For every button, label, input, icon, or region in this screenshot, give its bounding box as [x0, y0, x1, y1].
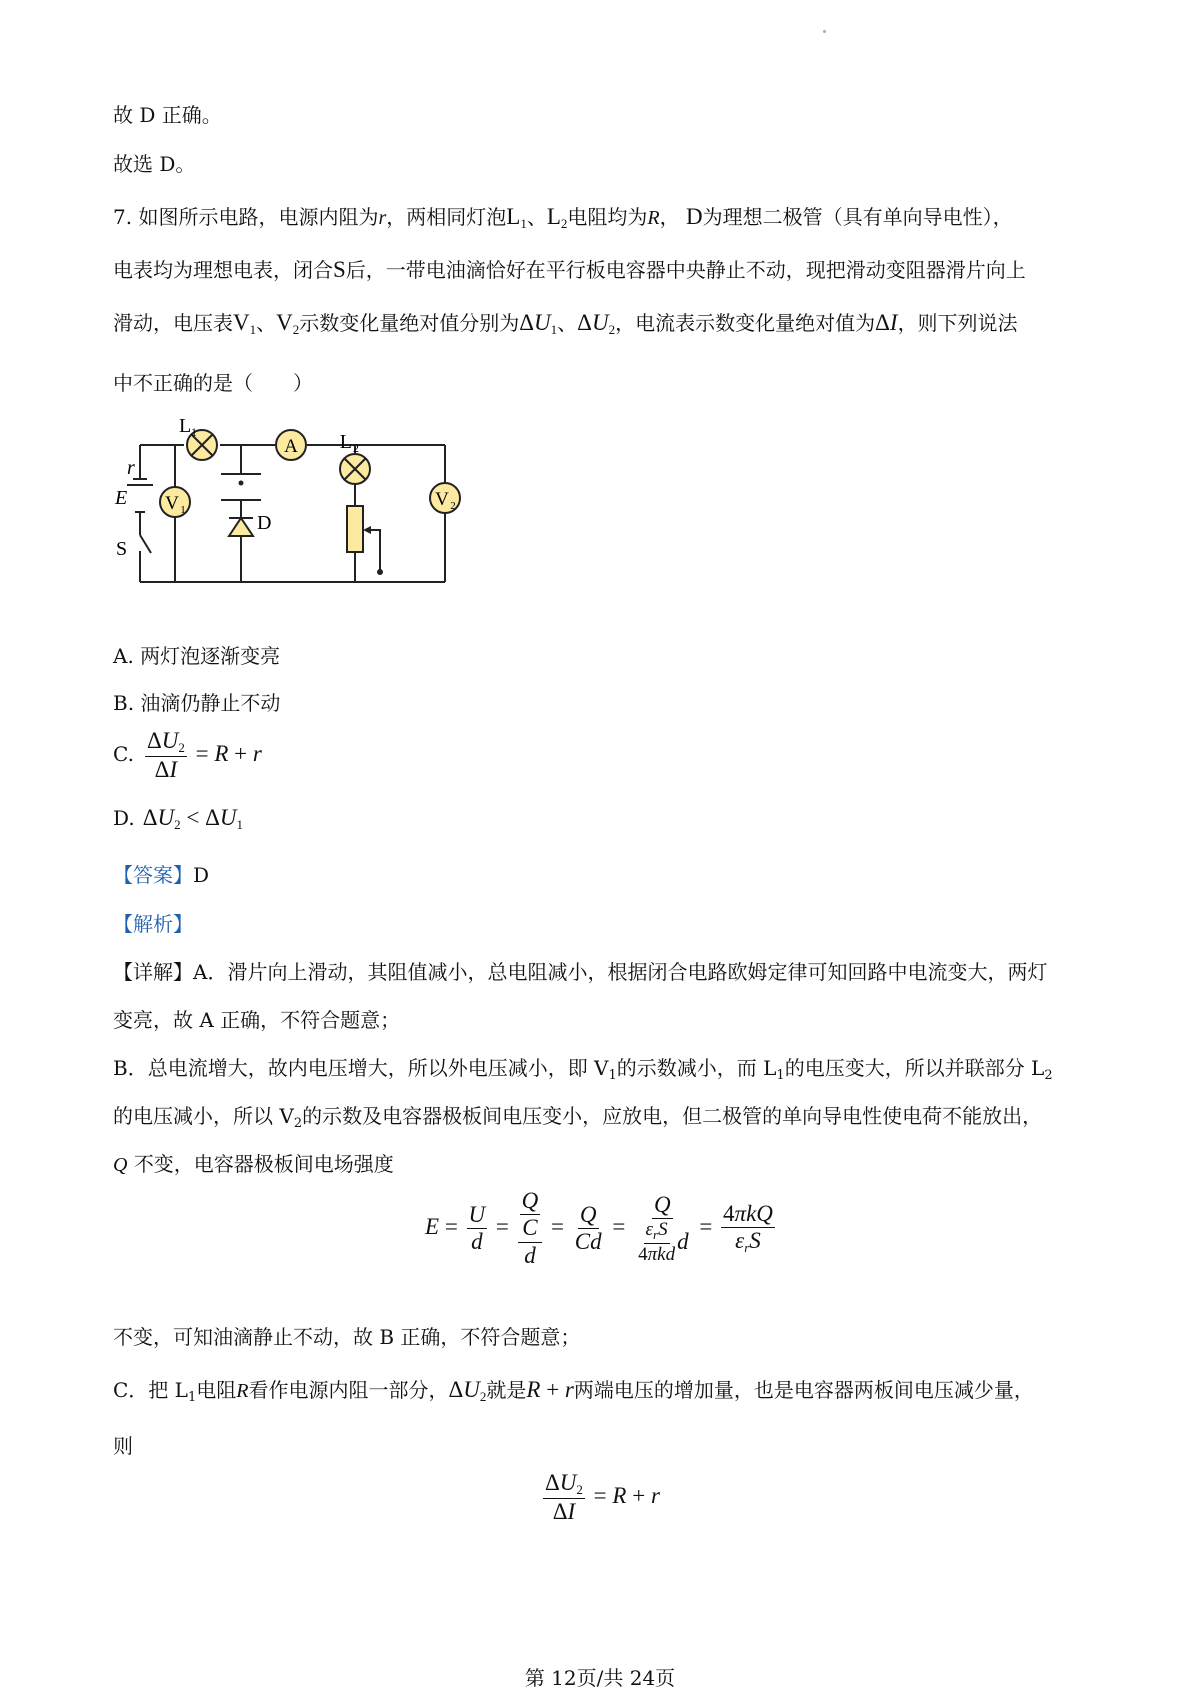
- detail-b-line-1: B．总电流增大，故内电压增大，所以外电压减小，即 $V_1$的示数减小，而 $L_1$的电压变大，所以并联部分 $L_2$: [113, 1056, 1053, 1083]
- sym-dU1: $\Delta U_1$: [519, 310, 558, 337]
- sym-r: r: [378, 207, 387, 229]
- v2-label: V: [435, 489, 449, 510]
- scan-dot: [823, 30, 826, 33]
- l1-label: L: [179, 415, 192, 437]
- question-7-line-2: [113, 255, 1026, 285]
- sym-dU2: $\Delta U_2$: [577, 310, 616, 337]
- d-label: D: [257, 512, 272, 534]
- q7-text-c: 电阻均为: [567, 205, 648, 229]
- text-line-choose-d: 故选 D。: [113, 152, 196, 176]
- q7-line3-c: ，电流表示数变化量绝对值为: [615, 311, 876, 335]
- question-7-line-1: 7. 如图所示电路，电源内阻为r，两相同灯泡$L_1$、$L_2$电阻均为R， D为理想二极管（具有单向导电性），: [113, 204, 1013, 231]
- question-7-line-4: 中不正确的是（ ）: [113, 371, 313, 395]
- sym-L1: $L_1$: [506, 204, 527, 231]
- option-c: [113, 728, 262, 783]
- detail-b-line-3: Q 不变，电容器极板间电场强度: [113, 1152, 394, 1176]
- text-line-d-correct: 故 D 正确。: [113, 103, 222, 127]
- rheostat-icon: [347, 506, 363, 552]
- ammeter-label: A: [284, 436, 298, 457]
- circuit-diagram: [105, 412, 465, 632]
- answer-line: [113, 860, 209, 890]
- detail-b-line-4: 不变，可知油滴静止不动，故 B 正确，不符合题意；: [113, 1325, 581, 1349]
- v1-label: V: [165, 493, 179, 514]
- sym-Q: Q: [113, 1154, 128, 1176]
- lamp-l2-icon: [340, 454, 370, 484]
- q7-line2-a: 电表均为理想电表，闭合: [113, 258, 333, 282]
- sym-S: S: [333, 257, 346, 282]
- sym-R: R: [647, 207, 660, 229]
- detail-c-line-1: C．把 $L_1$电阻R看作电源内阻一部分，$\Delta U_2$就是R + r两端电压的增加量，也是电容器两板间电压减少量，: [113, 1377, 1034, 1405]
- l2-sub: 2: [353, 441, 359, 455]
- e-label: E: [115, 487, 128, 509]
- q7-text-b: ，两相同灯泡: [386, 205, 507, 229]
- option-d-formula: $\Delta U_2 < \Delta U_1$: [142, 805, 244, 832]
- q7-line3-b: 示数变化量绝对值分别为: [299, 311, 520, 335]
- option-d-label: D.: [113, 806, 135, 830]
- option-d: [113, 803, 243, 840]
- l2-label: L: [339, 431, 352, 453]
- sym-dI: ΔI: [875, 310, 898, 335]
- l1-sub: 1: [191, 425, 197, 439]
- sep: 、: [526, 205, 547, 229]
- sym-L2: $L_2$: [546, 204, 568, 231]
- detail-a-line-2: 变亮，故 A 正确，不符合题意；: [113, 1008, 401, 1032]
- option-c-label: C.: [113, 741, 134, 766]
- sym-V1: $V_1$: [233, 310, 257, 337]
- field-strength-formula: E = $\frac{U}{d}$ = $\frac{\frac{Q}{C}}{d}$ = $\frac{Q}{Cd}$ = Q $\frac{\varepsilon_rS}{\text{4πkd}}$ d = $\frac{\text{4πkQ}}{\varepsilon_rS}$: [425, 1188, 773, 1268]
- option-c-formula: $\frac{\Delta U_2}{\Delta I}$ = R + r: [146, 728, 262, 782]
- q7-line3-d: ，则下列说法: [897, 311, 1018, 335]
- q7-text-a: 7. 如图所示电路，电源内阻为: [113, 205, 379, 229]
- oil-drop: [239, 481, 244, 486]
- v2-sub: 2: [450, 500, 456, 512]
- option-a: A. 两灯泡逐渐变亮: [113, 644, 281, 668]
- detail-a-line-1: 【详解】A．滑片向上滑动，其阻值减小，总电阻减小，根据闭合电路欧姆定律可知回路中电流变大，两灯: [113, 960, 1048, 984]
- page-number: 第 12页/共 24页: [524, 1666, 676, 1690]
- sym-V2: $V_2$: [276, 310, 300, 337]
- detail-c-line-2: 则: [113, 1434, 133, 1458]
- sym-D: D: [685, 204, 703, 229]
- switch-blade: [140, 535, 151, 553]
- q7-text-d: 为理想二极管（具有单向导电性），: [702, 205, 1013, 229]
- diode-icon: [229, 518, 253, 536]
- final-formula: $\frac{\Delta U_2}{\Delta I}$ = R + r: [545, 1470, 660, 1524]
- junction-dot: [377, 569, 383, 575]
- q7-line2-b: 后，一带电油滴恰好在平行板电容器中央静止不动，现把滑动变阻器滑片向上: [345, 258, 1026, 282]
- s-label: S: [116, 538, 128, 560]
- v1-sub: 1: [180, 504, 186, 516]
- rheostat-slider-arrow: [363, 526, 371, 534]
- analysis-tag: 【解析】: [113, 912, 193, 936]
- q7-line3-a: 滑动，电压表: [113, 311, 233, 335]
- answer-tag: 【答案】: [113, 863, 193, 887]
- option-b: B. 油滴仍静止不动: [113, 691, 281, 715]
- r-label: r: [127, 457, 135, 479]
- answer-value: D: [193, 863, 210, 887]
- detail-b-line-2: 的电压减小，所以 $V_2$的示数及电容器极板间电压变小，应放电，但二极管的单向导电性使电荷不能放出，: [113, 1104, 1043, 1131]
- question-7-line-3: 滑动，电压表$V_1$、$V_2$示数变化量绝对值分别为$\Delta U_1$、$\Delta U_2$，电流表示数变化量绝对值为ΔI，则下列说法: [113, 310, 1018, 337]
